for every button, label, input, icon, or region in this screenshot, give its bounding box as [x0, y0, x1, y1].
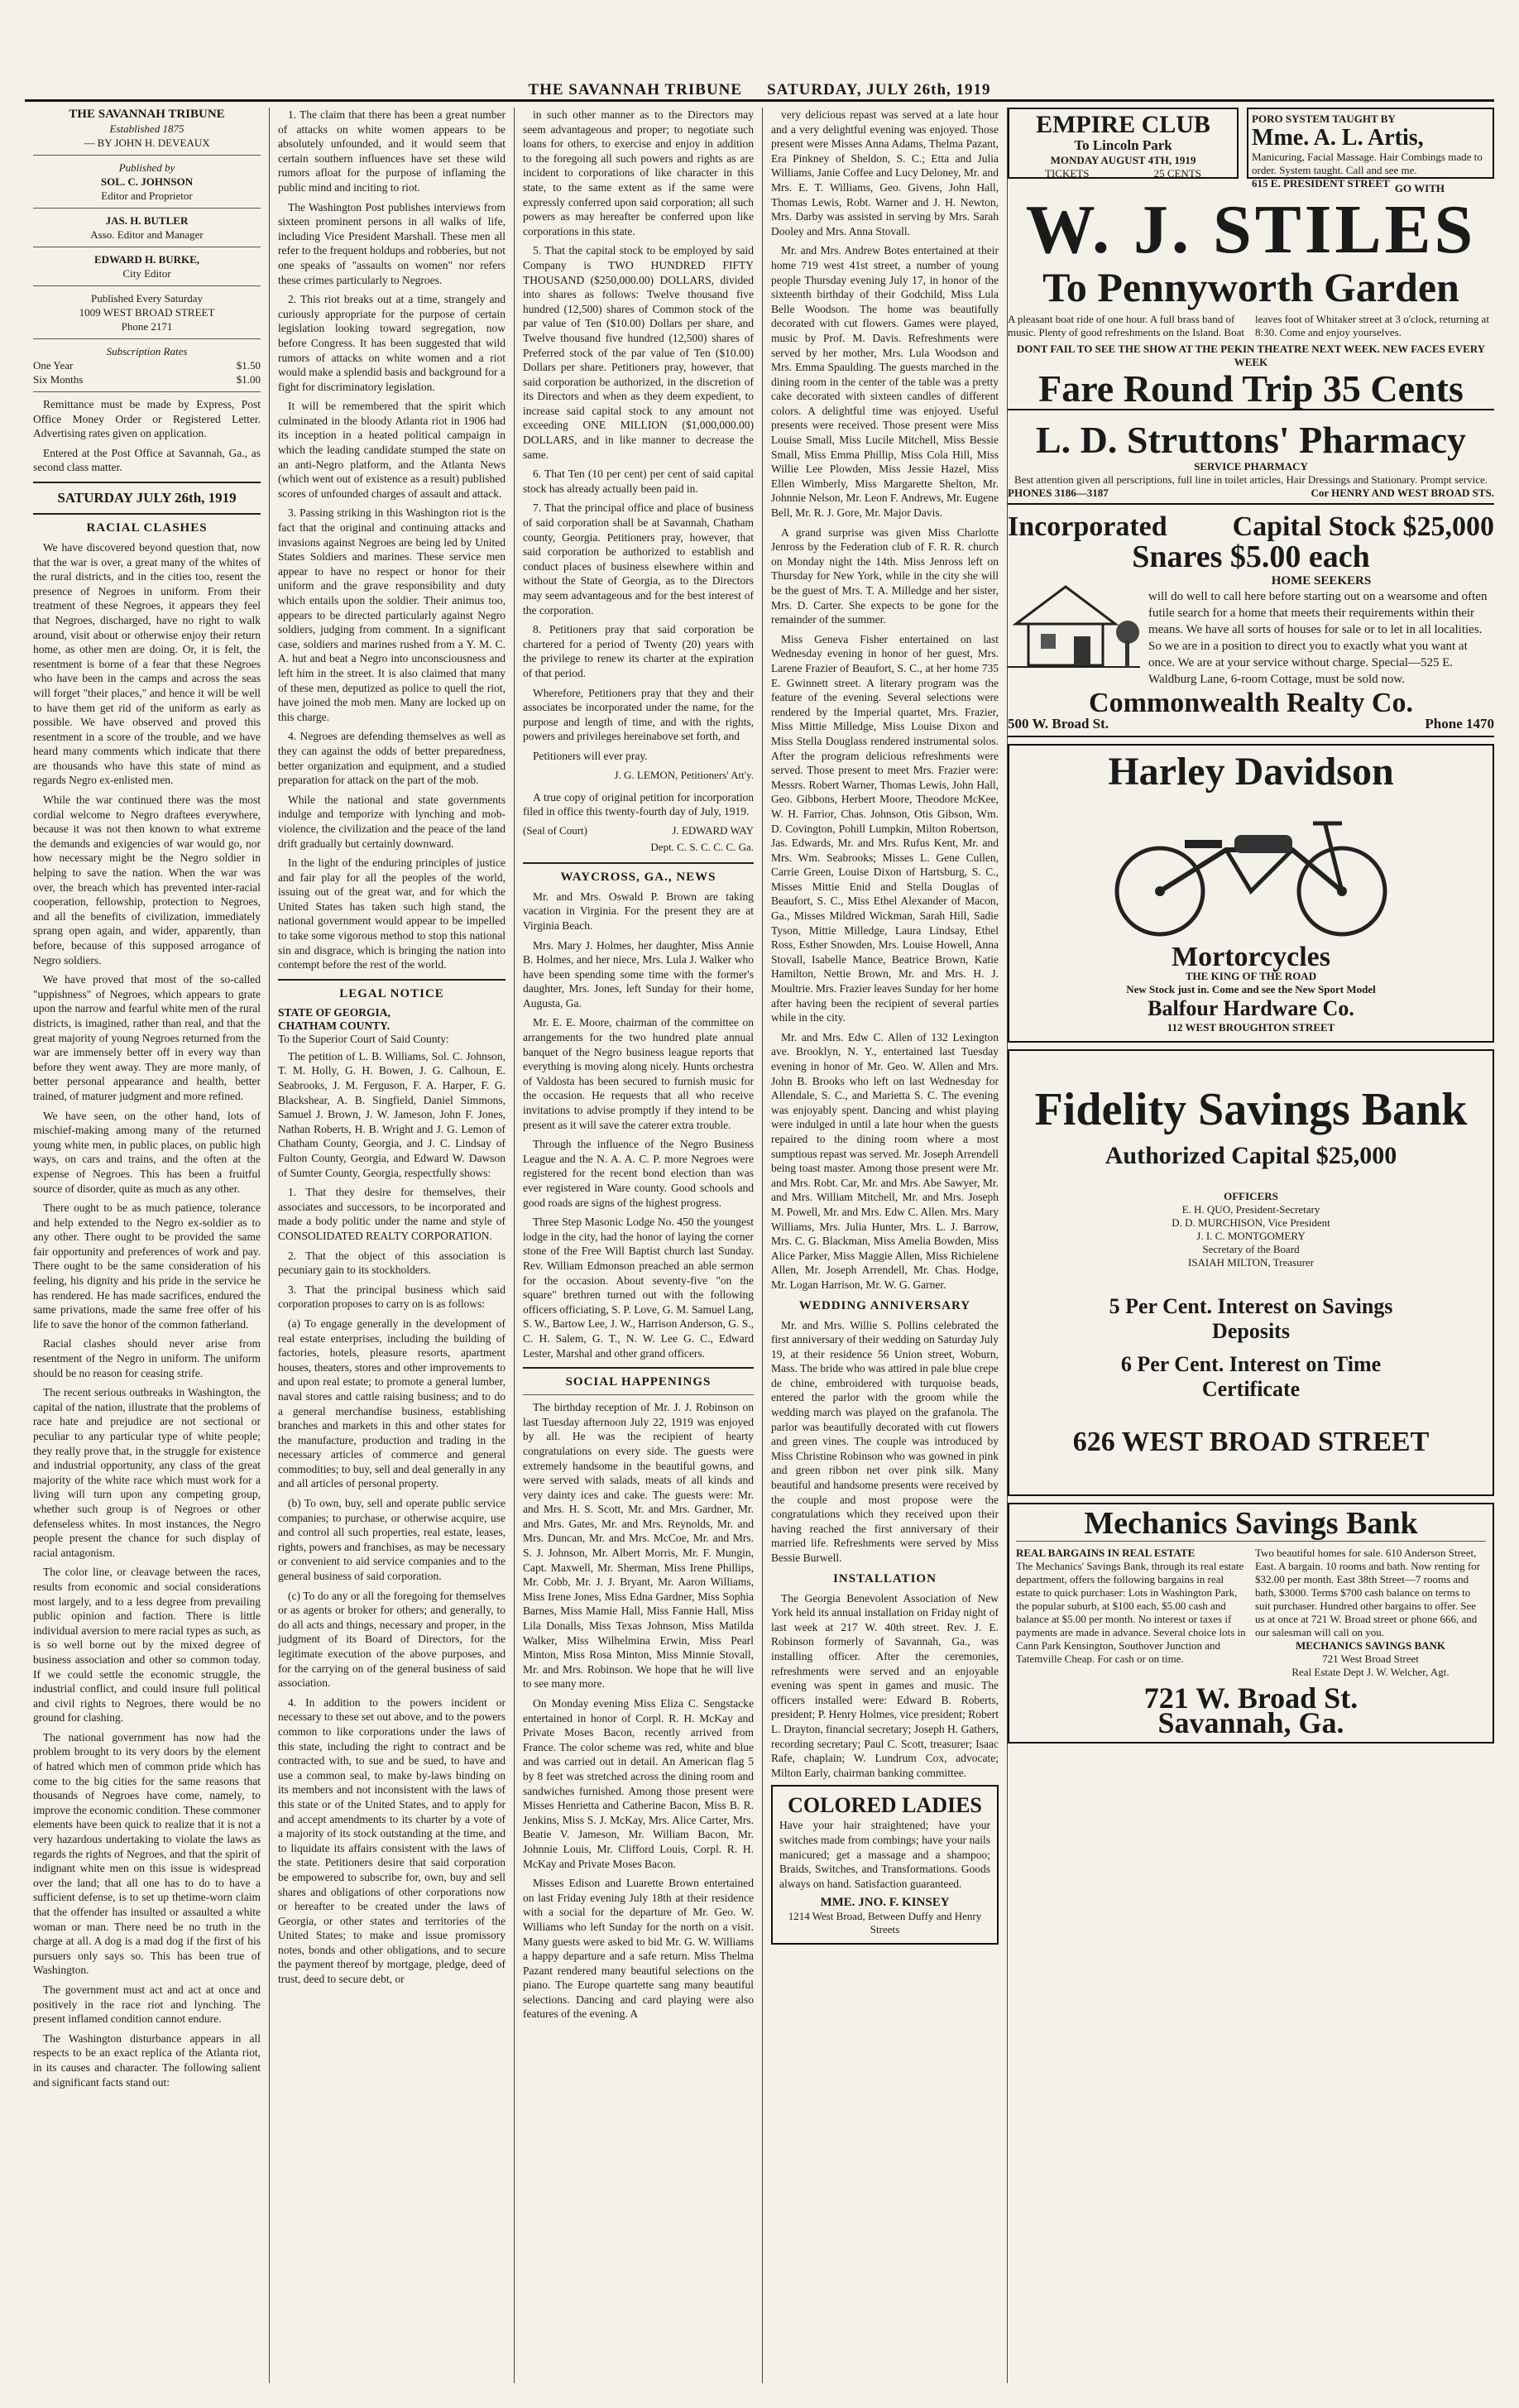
ad-subtitle: SERVICE PHARMACY — [1194, 460, 1308, 472]
paragraph: Mr. and Mrs. Willie S. Pollins celebrated the first anniversary of their wedding on Saturday July 19, at their residence 56 Union street, Woburn, Mass. The bride who was attired in pale blue crepe de chine, embroidered with turquoise beads, entered the parlor with the groom while the wedding march was played on the grafanola. The parlor was beautifully decorated with cut flowers and green vines. The couple was introduced by Miss Christine Robinson who was gowned in pink and green ribbon net over pink silk. Many beautiful and handsome presents were received by the couple and most propose were the congratulations which they received upon their having reached the first anniversary of their married life. Refreshments were served by Miss Bessie Burwell. — [771, 1318, 999, 1564]
legal-notice-title: LEGAL NOTICE — [339, 986, 444, 1000]
column-2 — [270, 108, 515, 2383]
established: Established 1875 — [109, 122, 184, 135]
paragraph: Mrs. Mary J. Holmes, her daughter, Miss Annie B. Holmes, and her niece, Mrs. Lula J. Walker who have been spending some time with the former's daughter, Mrs. Jones, left Sunday for their home, Augusta, Ga. — [523, 938, 754, 1010]
ad-title: Mechanics Savings Bank — [1084, 1506, 1418, 1541]
ad-title: W. J. STILES — [1025, 191, 1477, 268]
entered-text: Entered at the Post Office at Savannah, Ga., as second class matter. — [33, 446, 261, 474]
paragraph: (c) To do any or all the foregoing for themselves or as agents or broker for others; and generally, to do all acts and things, necessary and proper, in the judgment of its Board of Directors, for the legitimate execution of the above purposes, and for the carrying on of the general business of said association. — [278, 1589, 506, 1690]
ad-city: Savannah, Ga. — [1157, 1706, 1344, 1739]
colored-ladies-title: COLORED LADIES — [788, 1793, 982, 1818]
paragraph: in such other manner as to the Directors may seem advantageous and proper; to negotiate such loans for others, to exercise and enjoy in addition to the foregoing all such powers and rights as are incident to corporations of like character in this state, to the same extent as if the same were expressly conferred upon said corporation; all such powers as may hereafter be conferred upon like corporations in this state. — [523, 108, 754, 237]
ad-address: 112 WEST BROUGHTON STREET — [1167, 1021, 1335, 1034]
ad-phone: Phone 1470 — [1425, 716, 1494, 732]
paragraph: We have seen, on the other hand, lots of mischief-making among many of the returned young white men, in public places, on public high ways, on cars and trains, and the often at the expense of Negroes. This has been a fruitful source of disorder, quite as much as any other. — [33, 1109, 261, 1195]
ad-sig: 721 West Broad Street — [1322, 1653, 1419, 1665]
assoc-editor: JAS. H. BUTLER — [105, 214, 189, 227]
ad-body: Best attention given all perscriptions, full line in toilet articles, Hair Dressings and Stationary. Prompt service. — [1013, 473, 1488, 486]
publisher: SOL. C. JOHNSON — [100, 175, 194, 188]
ad-sig: MECHANICS SAVINGS BANK — [1295, 1639, 1446, 1652]
installation-title: INSTALLATION — [833, 1571, 937, 1585]
signature: J. EDWARD WAY — [672, 823, 754, 837]
rate-label: One Year — [33, 359, 74, 372]
ad-note: DONT FAIL TO SEE THE SHOW AT THE PEKIN THEATRE NEXT WEEK. NEW FACES EVERY WEEK — [1016, 343, 1486, 368]
ad-interest: 6 Per Cent. Interest on Time — [1120, 1352, 1382, 1376]
ad-interest: 5 Per Cent. Interest on Savings — [1109, 1294, 1393, 1318]
rate-value: $1.00 — [236, 373, 261, 386]
ad-subtitle: Mortorcycles — [1172, 942, 1330, 972]
seal-label: (Seal of Court) — [523, 823, 587, 837]
dateline: SATURDAY JULY 26th, 1919 — [57, 489, 237, 506]
publisher-role: Editor and Proprietor — [101, 189, 193, 202]
ad-header-row — [1008, 511, 1494, 542]
ad-body: Two beautiful homes for sale. 610 Anderson Street, East. A bargain. 10 rooms and bath. Now renting for $32.00 per month. East 38th Street—7 rooms and bath, $3000. Terms $700 cash balance on terms to suit purchaser. Hundred other bargains to offer. See us at once at 721 W. Broad street or phone 666, and our salesman will call on you. — [1255, 1547, 1480, 1638]
go-with: GO WITH — [1394, 182, 1445, 194]
office-address: 1009 WEST BROAD STREET — [79, 306, 215, 319]
mechanics-bank-ad — [1008, 1503, 1494, 1744]
paragraph: 3. That the principal business which said corporation proposes to carry on is as follows: — [278, 1283, 506, 1311]
paragraph: Through the influence of the Negro Business League and the N. A. A. C. P. more Negroes were registered for the recent bond election than was ever registered in Ware county. Good schools and good roads are signs of the highest progress. — [523, 1138, 754, 1209]
ad-title: L. D. Struttons' Pharmacy — [1035, 419, 1467, 461]
paragraph: 3. Passing striking in this Washington riot is the fact that the original and continuing attacks and invasions against Negroes are being led by United States Soldiers and marines. These service men appear to have no respect or honor for their uniform and the grave responsibility and duty which entails upon the soldier. Their animus too, appears to be directed particularly against Negro soldiers, judging from comment. In a significant case, soldiers and marines rushed from a Y. M. C. A. hut and beat a Negro into unconsciousness and left him in the street. It is also claimed that many of these men, deputized as police to quell the riot, have joined the mob men. Many are locked up on this charge. — [278, 506, 506, 723]
ad-body: The Mechanics' Savings Bank, through its real estate department, offers the following bargains in real estate to quick purchaser: Lots in Washington Park, the popular suburb, at $100 each, $5.00 cash and balance at $5.00 per month. No interest or taxes if payments are made in advance. Several choice lots in Cann Park Kensington, Southover Junction and Tatemville Cheap. For cash or on time. — [1016, 1560, 1246, 1665]
ad-fare: Fare Round Trip 35 Cents — [1038, 367, 1464, 410]
ad-subtitle: To Pennyworth Garden — [1042, 264, 1459, 310]
ad-address: 1214 West Broad, Between Duffy and Henry Streets — [788, 1910, 982, 1936]
ad-address: 626 WEST BROAD STREET — [1072, 1427, 1430, 1457]
ad-head: HOME SEEKERS — [1271, 574, 1372, 588]
ad-body-row — [1008, 313, 1494, 339]
ad-title: Fidelity Savings Bank — [1034, 1084, 1468, 1135]
ad-contact-row — [1008, 487, 1494, 500]
ad-contact-row — [1008, 716, 1494, 732]
legal-to: To the Superior Court of Said County: — [278, 1032, 449, 1045]
ad-interest: Certificate — [1201, 1377, 1301, 1401]
masthead-date: SATURDAY, JULY 26th, 1919 — [767, 81, 991, 98]
ad-body: will do well to call here before starting out on a wearsome and often futile search for a home that meets their requirements within their means. We have all sorts of houses for sale or to let in all localities. So we are in a position to direct you to exactly what you want at once. We are at your service without charge. Special—525 E. Waldburg Lane, 6-room Cottage, must be sold now. — [1148, 590, 1488, 686]
ad-company: Balfour Hardware Co. — [1148, 996, 1354, 1020]
ad-officers: OFFICERS — [1224, 1190, 1278, 1202]
waycross-title: WAYCROSS, GA., NEWS — [560, 870, 716, 884]
paragraph: Petitioners will ever pray. — [533, 749, 648, 762]
paragraph: The birthday reception of Mr. J. J. Robinson on last Tuesday afternoon July 22, 1919 was enjoyed by all. He was the recipient of hearty congratulations on every side. The guests were extremely handsome in the beautiful gowns, and were served with salads, meats of all kinds and very dainty ices and cake. The guests were: Mr. and Mrs. H. S. Scott, Mr. and Mrs. Gardner, Mr. and Mrs. Gates, Mr. and Mrs. Reynolds, Mr. and Mrs. Duncan, Mr. and Mrs. McCoe, Mr. and Mrs. S. J. Johnson, Mr. Albert Morris, Mr. F. Mungin, Capt. Maxwell, Mr. Sherman, Miss Irene Phillips, Mr. Cobb, Mr. J. J. Bryant, Mr. Aaron Williams, Miss Irene Jones, Miss Edna Gardner, Miss Sophia Barnes, Miss Mamie Hall, Miss Fannie Hall, Miss Lila Donalls, Miss Texas Johnson, Miss Matilda Walker, Miss Wilhelmina Erwin, Miss Pearl Minton, Miss Rosa Minton, Miss Minnie Stovall, Mr. and Mrs. Robinson. We hope that he will live to see many more. — [523, 1401, 754, 1691]
ad-body: Manicuring, Facial Massage. Hair Combings made to order. System taught. Call and see me. — [1252, 151, 1483, 176]
paragraph: On Monday evening Miss Eliza C. Sengstacke entertained in honor of Corpl. R. H. McKay and Private Moses Bacon, recently arrived from France. The color scheme was red, white and blue and was carried out in detail. An American flag 5 by 8 feet was stretched across the dining room and sandwiches furnished. Among those present were Misses Henrietta and Catherine Bacon, Miss B. R. Jenkins, Miss S. J. McKay, Mrs. Alice Carter, Mrs. Beatie V. Jameson, Mr. William Bacon, Mr. Johnnie Louis, Mr. Clifford Louis, Corpl. R. H. McKay and Private Moses Bacon. — [523, 1697, 754, 1870]
assoc-role: Asso. Editor and Manager — [90, 228, 204, 241]
paragraph: Miss Geneva Fisher entertained on last Wednesday evening in honor of her guest, Mrs. Larene Frazier of Beaufort, S. C., at her home 735 E. Gwinnett street. A literary program was the feature of the evening. Several selections were rendered by the Imperial quartet, Mrs. Frazier, Miss Mittie Milledge, Miss Louise Dixon and Miss Stella Douglass rendered instrumental solos. After the program delicious refreshments were served. Those present to meet Mrs. Frazier were: Messrs. Robert Warner, Thomas Lewis, John Hall, Geo. Gibbons, Herbert Moore, Theodore McKee, W. H. Farrior, Chas. Johnson, Otis Gibson, Wm. D. Covington, Pohill Lumpkin, Milton Robertson, Jas. Edwards, Mr. and Mrs. Rufus Kent, Mr. and Mrs. Wm. Seabrooks; Misses L. Gene Cullen, Carrie Green, Louise Dixon of Hartsburg, S. C., Misses Mittie Enid and Stella Douglas of Beaufort, S. C., Miss Ethel Alexander of Macon, Ga., Misses Mildred Wickman, Sarah Hill, Sadie Tyson, Mittie Milledge, Laura Lindsay, Ethel Ross, Esther Snowden, Mrs. Louise Howell, Anna Stovall, Isabelle Mance, Beatrice Brown, Katie Hamilton, Nettie Brown, Mr. and Mrs. H. J. Moultrie. Mrs. Frazier leaves Sunday for her home after having been the recipient of several parties while in the city. — [771, 632, 999, 1024]
pharmacy-ad — [1008, 417, 1494, 505]
realty-ad — [1008, 511, 1494, 737]
ad-company: Commonwealth Realty Co. — [1089, 688, 1413, 718]
ad-name: MME. JNO. F. KINSEY — [820, 1896, 950, 1910]
rate-label: Six Months — [33, 373, 84, 386]
editorial-title: RACIAL CLASHES — [86, 520, 208, 535]
ad-officer: D. D. MURCHISON, Vice President — [1172, 1216, 1330, 1229]
published-every: Published Every Saturday — [90, 292, 204, 305]
paragraph: 1. That they desire for themselves, their associates and successors, to be incorporated and made a body politic under the name and style of CONSOLIDATED REALTY CORPORATION. — [278, 1186, 506, 1242]
ad-title: Harley Davidson — [1108, 750, 1394, 794]
paragraph: 7. That the principal office and place of business of said corporation shall be at Savannah, Chatham county, Georgia. Petitioners pray, however, that said corporation be authorized to establish and conduct places of business elsewhere within and without the State of Georgia, as to the Directors may seem advantageous and for the best interest of the corporation. — [523, 501, 754, 616]
paragraph: Mr. E. E. Moore, chairman of the committee on arrangements for the two hundred plate annual banquet of the Negro business league reports that everything is moving along nicely. Hunts orchestra of Valdosta has been secured to furnish music for the occasion. He requests that all who receive invitations to advise promptly if they intend to be present as it will save the caterer extra trouble. — [523, 1016, 754, 1131]
paragraph: The national government has now had the problem brought to its very doors by the element of hatred which men of common pride which has come to the big cities for the same reasons that thousands of Negroes have come, namely, to improve the economic condition. These commoner elements have been quick to realize that it is not a very hazardous undertaking to violate the laws as regards the rights of Negroes, and that the spirit of indignant white men on this issue is widespread over the land; that all one has to do to have a sufficient defense, is to set up thetime-worn claim that the offender has insulted or assaulted a white woman or man. There need be no truth in the charge at all. A dog is a mad dog if the first of his pursuers only says so. This has been true of Washington. — [33, 1730, 261, 1977]
empire-club-ad — [1008, 108, 1239, 179]
ad-phones: PHONES 3186—3187 — [1008, 487, 1109, 499]
paragraph: While the national and state governments indulge and temporize with lynching and mob-violence, the civilization and the peace of the land drift gradually but certainly downward. — [278, 793, 506, 850]
rates-title: Subscription Rates — [106, 345, 188, 357]
ad-capital: Capital Stock $25,000 — [1232, 511, 1494, 542]
ad-column — [1008, 108, 1494, 2383]
masthead-title: THE SAVANNAH TRIBUNE — [528, 81, 743, 98]
paragraph: The recent serious outbreaks in Washington, the capital of the nation, illustrate that the problems of race hate and prejudice are not sectional or peculiar to any particular type of white people; they really prove that, in the struggle for existence and industrial opportunity, any class of the great majority of the white race which must work for a living will turn upon any competing group, whether such group is of Negroes or other defenseless whites. In most instances, the Negro people present the chance for such display of racial antagonism. — [33, 1386, 261, 1559]
rate-value: $1.50 — [236, 359, 261, 372]
stiles-ad — [1008, 182, 1494, 410]
paragraph: 5. That the capital stock to be employed by said Company is TWO HUNDRED FIFTY THOUSAND ($250,000.00) DOLLARS, divided into shares as follows: Twelve thousand five hundred (12,500) shares of Common stock of the par value of Ten ($10.00) Dollars per share, and Twelve thousand five hundred (12,500) shares of Preferred stock of the par value of Ten ($10.00) Dollars per share. Petitioners pray, however, that said corporation be authorized, in the discretion of its Directors and when as they deem expedient, to increase said capital stock to any amount not exceeding ONE MILLION ($1,000,000.00) DOLLARS, and in like manner to decrease the same. — [523, 244, 754, 461]
ad-capital: Authorized Capital $25,000 — [1105, 1142, 1397, 1169]
ad-corner: Cor HENRY AND WEST BROAD STS. — [1311, 487, 1494, 499]
ad-head: REAL BARGAINS IN REAL ESTATE — [1016, 1547, 1196, 1559]
paragraph: Wherefore, Petitioners pray that they and their associates be incorporated under the name, for the purpose and length of time, and with the rights, powers and privileges hereinabove set forth, and — [523, 686, 754, 743]
paragraph: 1. The claim that there has been a great number of attacks on white women appears to be absolutely unfounded, and it would seem that certain southern influences have set these wild rumors afloat for the purpose of inflaming the public mind and inciting to riot. — [278, 108, 506, 194]
ad-address: 721 W. Broad St. — [1143, 1681, 1358, 1715]
ad-subtitle: To Lincoln Park — [1074, 137, 1172, 153]
harley-ad — [1008, 744, 1494, 1043]
paragraph: A true copy of original petition for incorporation filed in office this twenty-fourth day of July, 1919. — [523, 790, 754, 818]
office-phone: Phone 2171 — [121, 320, 173, 333]
city-editor: EDWARD H. BURKE, — [93, 253, 200, 266]
published-by: Published by — [118, 161, 175, 174]
columns — [25, 108, 1494, 2383]
paragraph: 8. Petitioners pray that said corporation be chartered for a period of Twenty (20) years with the privilege to renew its charter at the expiration of that period. — [523, 623, 754, 679]
ad-sig: Real Estate Dept J. W. Welcher, Agt. — [1291, 1666, 1450, 1678]
tickets-label: TICKETS — [1045, 167, 1090, 180]
paragraph: The government must act and act at once and positively in the race riot and lynching. The present inflamed condition cannot endure. — [33, 1983, 261, 2026]
paragraph: We have proved that most of the so-called "uppishness" of Negroes, which appears to grate upon the narrow and fearful white men of the rural districts, is imagined, rather than real, and that the great majority of young Negroes returned from the war are immensely better off in every way than before they went away. They are more manly, of better personal appearance and health, better trained, of maturer judgment and more refined. — [33, 973, 261, 1102]
fidelity-ad — [1008, 1049, 1494, 1496]
tickets-price: 25 CENTS — [1153, 167, 1201, 180]
paragraph: Racial clashes should never arise from resentment of the Negro in uniform. The uniform should be no reason for ceasing strife. — [33, 1337, 261, 1379]
paragraph: The Washington disturbance appears in all respects to be an exact replica of the Atlanta riot, in its causes and character. The following salient and significant facts stand out: — [33, 2031, 261, 2089]
paragraph: Mr. and Mrs. Edw C. Allen of 132 Lexington ave. Brooklyn, N. Y., entertained last Tuesday evening in honor of Mr. Geo. W. Allen and Mrs. John B. Brooks who left on last Wednesday for Allendale, S. C., and Marietta S. C. The evening was enjoyably spent. Dancing and whist playing were indulged in until a late hour when the guests repaired to the dining room where a most sumptious repast was served. Mr. Joseph Arrendell being toast master. Among those present were Mr. and Mrs. Robt. Car, Mr. and Mrs. Abe Sawyer, Mr. and Mrs. William Mitchell, Mr. and Mrs. Joseph M. Powell, Mr. and Mrs. Edw C. Allen. Mrs. Mary Williams, Mrs. Julia Hunter, Mrs. L. J. Barrow, Mrs. C. G. Blackman, Miss Amelia Bowden, Miss Alice Parker, Miss Maggie Allen, Miss Richielene Allen, Mr. Joseph Arrendell, Mr. Chas. Hodge, Mr. Logan Harrison, Mr. W. G. Garner. — [771, 1030, 999, 1291]
paragraph: Three Step Masonic Lodge No. 450 the youngest lodge in the city, had the honor of laying the corner stone of the Free Will Baptist church last Sunday. Rev. William Edmonson preached an able sermon for the occasion. About seventy-five "on the square" brethren turned out with the following officers officiating, S. P. Love, G. M. Samuel Lang, S. W., Bartow Lee, J. W., Harrison Anderson, G. S., C. H. Salem, G. T., N. W. Lee G. C., Edward Lester, Marshal and other grand officers. — [523, 1216, 754, 1360]
legal-county: CHATHAM COUNTY. — [278, 1019, 391, 1032]
ad-body: leaves foot of Whitaker street at 3 o'clock, returning at 8:30. Come and enjoy yourselves. — [1255, 313, 1489, 338]
ad-interest: Deposits — [1212, 1319, 1290, 1343]
paragraph: While the war continued there was the most cordial welcome to Negro draftees everywhere, because it was not then known to what extreme the demands and exigencies of war would go, nor how necessary might be the Negro soldier in helping to save the nation. When the war was over, the breach which has prevented inter-racial cooperation, fellowship, protection to Negroes, and all the benefits of civilization, immediately sprang open again, and wider, apparently, than before, because of this supposed arrogance of Negro soldiers. — [33, 794, 261, 967]
paragraph: It will be remembered that the spirit which culminated in the bloody Atlanta riot in 1906 had its inception in a heated political campaign in which the leading candidate stumped the state on an anti-Negro platform, and the Atlanta News (which went out of existence as a result) published scores of unfounded charges of assault and attack. — [278, 400, 506, 500]
paragraph: The Georgia Benevolent Association of New York held its annual installation on Friday night of last week at 217 W. 40th street. Rev. J. E. Robinson formerly of Savannah, Ga., was installing officer. After the ceremonies, refreshments were served and an enjoyable evening was spent in games and music. The officers installed were: Edward B. Roberts, president; P. Henry Holmes, vice president; Robert L. Drayton, financial secretary; Joseph H. Gathers, recording secretary; Paul C. Scott, treasurer; Isaac Rafe, chaplain; W. Lundrum Cox, advocate; Milton Early, chairman banking committee. — [771, 1591, 999, 1779]
paragraph: (b) To own, buy, sell and operate public service companies; to purchase, or otherwise acquire, use and control all such properties, real estate, leases, rights, powers and franchises, as may be necessary or convenient to aid service companies and to the general business of said corporation. — [278, 1497, 506, 1583]
paragraph: A grand surprise was given Miss Charlotte Jenross by the Federation club of F. R. R. church on Monday night the 14th. Miss Jenross left on Thursday for New York, while in the city she will be the guest of Mrs. T. A. Milledge and her sister, Mrs. D. Carter. She expects to be gone for the remainder of the summer. — [771, 525, 999, 626]
ad-incorporated: Incorporated — [1008, 511, 1167, 542]
ad-tickets — [1013, 167, 1234, 180]
paragraph: The petition of L. B. Williams, Sol. C. Johnson, T. M. Holly, G. H. Bowen, J. G. Calhoun, E. Seabrooks, J. M. Ferguson, F. A. Harper, F. G. Blackshear, A. B. Singfield, Daniel Simmons, Samuel J. Brown, J. W. Jameson, John F. Jones, Nathan Roberts, H. B. Wright and J. G. Lemon of Chatham County, Georgia, and J. C. Lindsay of Fulton County, Georgia, and Edward W. Dawson of Sumter County, Georgia, respectfully shows: — [278, 1049, 506, 1179]
editorial-box — [33, 108, 261, 358]
court-seal-row — [523, 824, 754, 837]
paragraph: Have your hair straightened; have your switches made from combings; have your nails manicured; get a massage and a shampoo; Braids, Switches, and Transformations. Goods always on hand. Satisfaction guaranteed. — [779, 1819, 990, 1890]
column-1 — [25, 108, 270, 2383]
paragraph: 4. Negroes are defending themselves as well as they can against the odds of better preparedness, better organization and equipment, and a studied preparation for attack on the part of the mob. — [278, 730, 506, 787]
paragraph: (a) To engage generally in the development of real estate enterprises, including the building of factories, hotels, pleasure resorts, apartment houses, theaters, stores and other improvements to and upon real estate; to promote a general lumber, naval stores and cattle raising business; and to do a general merchandise business, establishing branches and markets in this and other states for the manufacture, production and trading in the necessary articles of commerce and general commodities; to buy, sell and deal generally in any and all articles of personal property. — [278, 1317, 506, 1490]
ad-slogan: THE KING OF THE ROAD — [1185, 970, 1317, 982]
paper-name: THE SAVANNAH TRIBUNE — [69, 108, 225, 121]
colored-ladies-ad — [771, 1785, 999, 1945]
ad-title: EMPIRE CLUB — [1036, 111, 1210, 138]
paragraph: 6. That Ten (10 per cent) per cent of said capital stock has already actually been paid in. — [523, 468, 754, 495]
ad-title: Mme. A. L. Artis, — [1252, 125, 1424, 151]
ad-address: 500 W. Broad St. — [1008, 716, 1109, 732]
paragraph: There ought to be as much patience, tolerance and help extended to the Negro ex-soldier as to any other. There ought to be provided the same fair opportunity and preferences of work and pay. There ought to be the same consideration of his feeling, his dignity and his pride in the service he has rendered. He has made sacrifices, endured the same privations, made the same free offer of his life to save the honor of the common fatherland. — [33, 1202, 261, 1331]
motorcycle-illustration — [1016, 792, 1486, 941]
paragraph: We have discovered beyond question that, now that the war is over, a great many of the whites of the rural districts, and in the cities too, resent the presence of Negroes in uniform. From their treatment of these Negroes, it appears they feel that Negroes, discharged, have no right to walk around, visit about or otherwise enjoy their return home, as other men are doing. Or, it is felt, the resentment is borne of a fear that these Negroes who have been in the camps and across the seas will forget "their places," and hence it will be well to have them get rid of the uniform as early as possible. We have observed and proved this resentment in a score of the trouble, and we have heard many comments which indicate that there are thousands who have this state of mind as regards Negro ex-enlisted men. — [33, 540, 261, 787]
paragraph: Mr. and Mrs. Oswald P. Brown are taking vacation in Virginia. For the present they are at Virginia Beach. — [523, 890, 754, 932]
paragraph: Mr. and Mrs. Andrew Botes entertained at their home 719 west 41st street, a number of young people Thursday evening July 17, in honor of the sixteenth birthday of their Godchild, Miss Lula Belle Woodson. The home was beautifully decorated with cut flowers. Games were played, music by Prof. M. Davis. Refreshments were served by her mother, Mrs. Lula Woodson and Mrs. Emma Spaulding. The guests marched in the dining room in the center of the table was a pretty cake decorated with sixteen candles of different colors. A delightful time was enjoyed. Useful presents were received. Those present were Miss Louise Small, Miss Lucile Mitchell, Miss Bessie Small, Miss Emma Phillip, Miss Cola Hill, Miss Willie Lee Plowden, Miss Jessie Hazel, Miss Ellen Wimberly, Miss Margarette Shelton, Mr. Johnnie Nelson, Mr. Leon F. Andrews, Mr. Eugene Bell, Mr. R. J. Gore, Mr. Major Davis. — [771, 244, 999, 520]
ad-body: A pleasant boat ride of one hour. A full brass band of music. Plenty of good refreshments on the Island. Boat — [1008, 313, 1244, 338]
paragraph: 4. In addition to the powers incident or necessary to these set out above, and to the powers common to like corporations under the laws of this state, including the right to contract and be contracted with, to sue and be sued, to have and use a common seal, to make by-laws binding on its members and not inconsistent with the laws of this state or of the United States, and to apply for and accept amendments to its charter by a vote of a majority of its stock outstanding at the time, and to liquidate its affairs consistent with the laws of the state. Petitioners desire that said corporation be empowered to subscribe for, own, buy and sell shares and obligations of other corporations now or hereafter to be created under the laws of Georgia, or other states and territories of the United States; to make and issue promissory notes, bonds and other obligations, and to secure the payment thereof by mortgage, pledge, deed of trust, deed to secure debt, or — [278, 1696, 506, 1986]
ad-body-row — [1016, 1547, 1486, 1679]
remittance-text: Remittance must be made by Express, Post Office Money Order or Registered Letter. Advertising rates given on application. — [33, 398, 261, 440]
founder: — BY JOHN H. DEVEAUX — [84, 137, 210, 149]
column-4 — [763, 108, 1008, 2383]
paragraph: The color line, or cleavage between the races, results from economic and social considerations most largely, and to a less degree from prevailing public opinion and faction. There is little individual aversion to mere racial types as such, as is so well borne out by the mixed degree of business association and other so common today. If we could settle the economic struggle, the industrial conflict, and could insure full political and civil rights to Negroes, there would be no ground for clashing. — [33, 1566, 261, 1724]
paragraph: very delicious repast was served at a late hour and a very delightful evening was enjoyed. Those present were Misses Anna Adams, Thelma Pazant, Era Pinkney of Sheldon, S. C.; Etta and Julia Williams, Janie Coffee and Lucy Deloney, Mr. and Mrs. E. T. Williams, Geo. Givens, John Hall, Thomas Lewis, Robt. Warner and J. H. Newton, Mrs. Darby was assisted in serving by Mrs. Sarah Dooley and Mrs. Anna Stovall. — [771, 108, 999, 237]
paragraph: 2. That the object of this association is pecuniary gain to its stockholders. — [278, 1249, 506, 1277]
signature: J. G. LEMON, Petitioners' Att'y. — [614, 768, 754, 781]
paragraph: The Washington Post publishes interviews from sixteen prominent persons in all walks of life, including Vice President Marshall. These men all refer to the frequent holdups and robberies, but not one speaks of "assaults on women" nor refers these crimes particularly to Negroes. — [278, 200, 506, 286]
ad-snares: Snares $5.00 each — [1132, 540, 1370, 574]
subscription-rates — [33, 358, 261, 386]
ad-officer: ISAIAH MILTON, Treasurer — [1187, 1256, 1315, 1269]
paragraph: 2. This riot breaks out at a time, strangely and curiously appropriate for the purpose of certain legislation looking toward segregation, now before Congress. It has been suggested that wild rumors of attacks on white women and a riot would make a splendid basis and background for a fight for discriminatory legislation. — [278, 293, 506, 393]
ad-note: New Stock just in. Come and see the New Sport Model — [1126, 983, 1376, 995]
signature-dept: Dept. C. S. C. C. C. Ga. — [650, 840, 754, 853]
city-role: City Editor — [122, 267, 171, 280]
legal-state: STATE OF GEORGIA, — [278, 1005, 391, 1019]
ad-officer: E. H. QUO, President-Secretary — [1181, 1203, 1320, 1216]
social-title: SOCIAL HAPPENINGS — [565, 1375, 712, 1389]
paragraph: In the light of the enduring principles of justice and fair play for all the peoples of the world, issuing out of the great war, and for which the United States has taken such high stand, the national government would appear to be impelled to take some vigorous method to stop this national sin and disgrace, which is bringing the nation into contempt before the rest of the world. — [278, 856, 506, 971]
ad-address: 615 E. PRESIDENT STREET — [1252, 177, 1390, 189]
ad-head: PORO SYSTEM TAUGHT BY — [1252, 113, 1396, 125]
ad-officer: J. I. C. MONTGOMERY — [1196, 1230, 1306, 1242]
house-illustration — [1008, 574, 1140, 674]
ad-date: MONDAY AUGUST 4TH, 1919 — [1050, 154, 1196, 166]
paragraph: Misses Edison and Luarette Brown entertained on last Friday evening July 18th at their residence with a social for the departure of Mr. Geo. W. Williams who left Sunday for the north on a visit. Many guests were asked to bid Mr. G. W. Williams a happy departure and a safe return. Miss Thelma Pazant rendered many beautiful selections on the piano. The Europe quartette sang many beautiful selections. Dancing and card playing were also features of the evening. A — [523, 1877, 754, 2021]
ad-officer: Secretary of the Board — [1202, 1243, 1300, 1255]
masthead — [25, 66, 1494, 102]
column-3 — [515, 108, 763, 2383]
wedding-title: WEDDING ANNIVERSARY — [798, 1298, 971, 1312]
